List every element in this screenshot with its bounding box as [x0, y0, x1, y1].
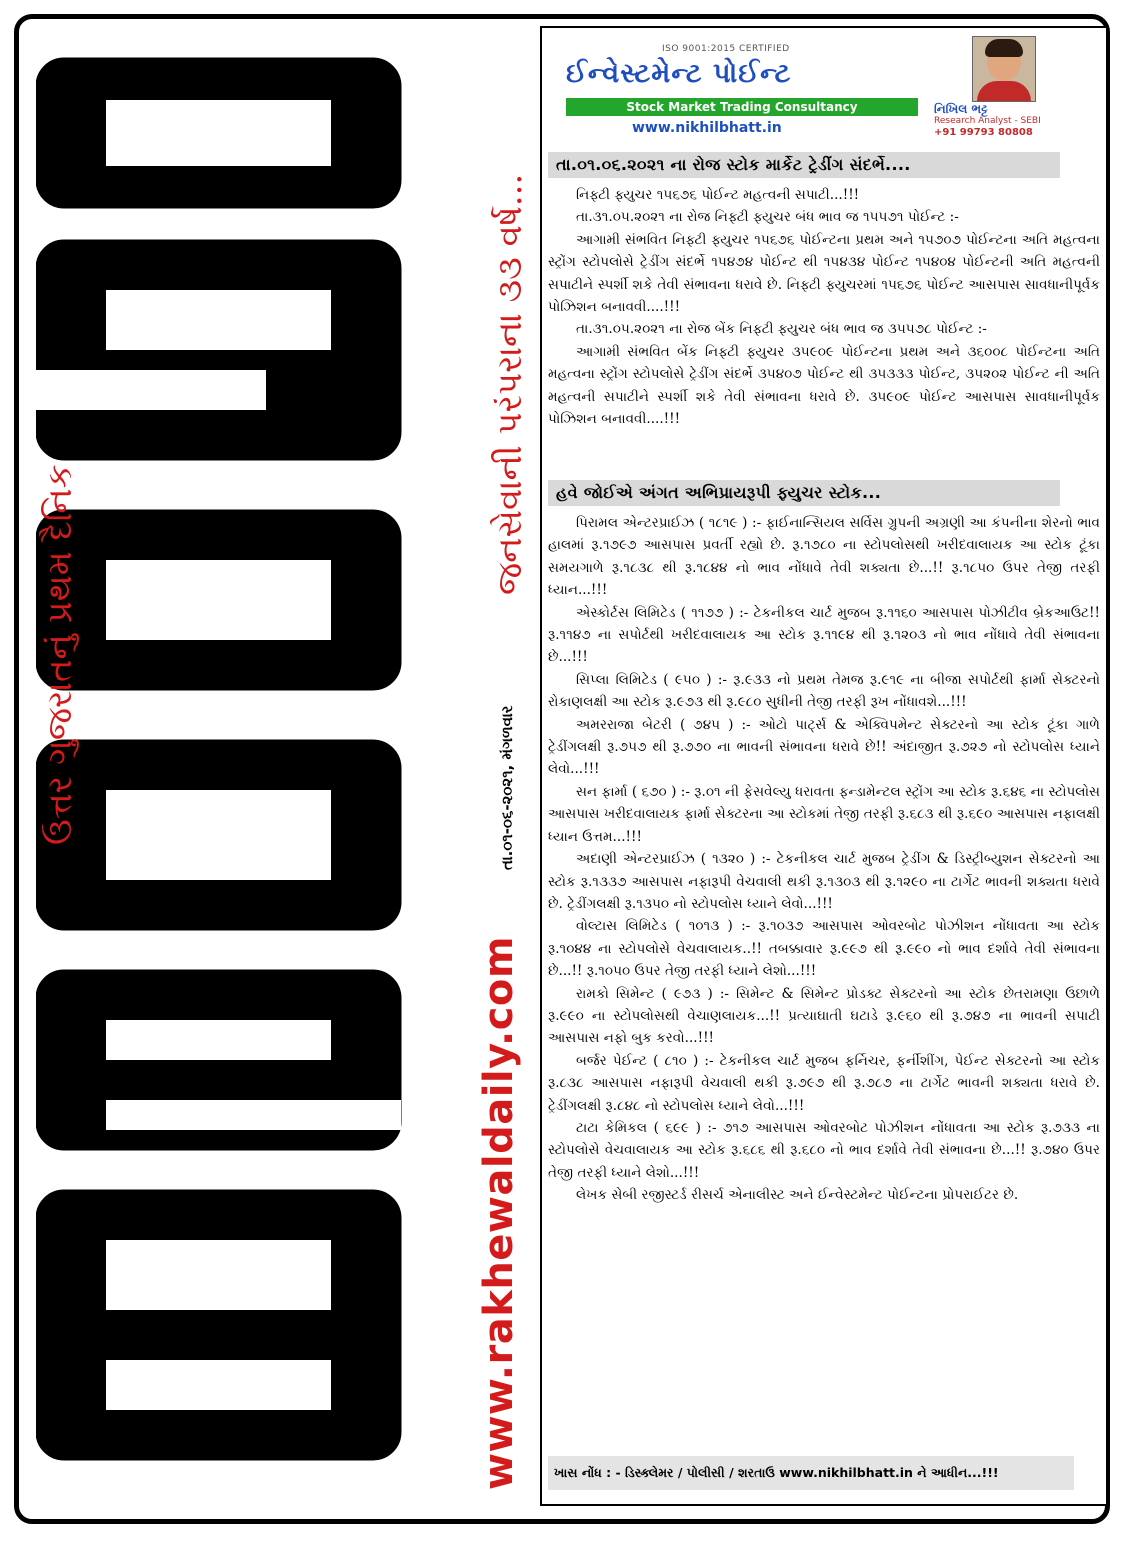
- column-panel: [540, 26, 1108, 1506]
- masthead-logo: [36, 40, 426, 1480]
- analyst-phone: +91 99793 80808: [934, 127, 1033, 138]
- disclaimer-footer: ખાસ નોંધ : - ડિસ્ક્લેમર / પોલીસી / શરતાઉ www.nikhilbhatt.in ને આધીન...!!!: [548, 1456, 1074, 1490]
- stock-paragraph: સન ફાર્મા ( ૬૭૦ ) :- રૂ.૦૧ ની ફેસવેલ્યુ ધરાવતા ફન્ડામેન્ટલ સ્ટ્રોંગ આ સ્ટોક રૂ.૬૪૬ ના સ્ટોપલોસ આસપાસ ખરીદવાલાયક ફાર્મા સેક્ટરના આ સ્ટોકમાં તેજી તરફી રૂ.૬૮૩ થી રૂ.૬૯૦ આસપાસ નફાલક્ષી ધ્યાન ઉત્તમ...!!!: [548, 783, 1100, 845]
- stock-paragraph: સિપ્લા લિમિટેડ ( ૯૫૦ ) :- રૂ.૯૩૩ નો પ્રથમ તેમજ રૂ.૯૧૯ ના બીજા સપોર્ટથી ફાર્મા સેક્ટરનો રોકાણલક્ષી આ સ્ટોક રૂ.૯૭૩ થી રૂ.૯૮૦ સુધીની તેજી તરફી રૂખ નોંધાવશે...!!!: [548, 671, 1100, 711]
- masthead-tagline-left: ઉત્તર ગુજરાતનું પ્રથમ દૈનિક: [40, 464, 80, 845]
- brand-title: ઈન્વેસ્ટમેન્ટ પોઈન્ટ: [566, 58, 792, 89]
- analyst-name: નિખિલ ભટ્ટ: [934, 102, 988, 116]
- paragraph: આગામી સંભવિત નિફ્ટી ફ્યુચર ૧૫૬૭૬ પોઈન્ટના પ્રથમ અને ૧૫૭૦૭ પોઈન્ટના અતિ મહત્વના સ્ટ્રોંગ સ્ટોપલોસે ટ્રેડીંગ સંદર્ભે ૧૫૪૭૪ પોઈન્ટ થી ૧૫૪૩૪ પોઈન્ટ ૧૫૪૦૪ પોઈન્ટની અતિ મહત્વની સપાટીને સ્પર્શી શકે તેવી સંભાવના ધરાવે છે. નિફ્ટી ફ્યુચરમાં ૧૫૬૭૬ પોઈન્ટ આસપાસ સાવધાનીપૂર્વક પોઝિશન બનાવવી....!!!: [548, 231, 1100, 316]
- paragraph: નિફ્ટી ફ્યુચર ૧૫૬૭૬ પોઈન્ટ મહત્વની સપાટી...!!!: [576, 187, 860, 203]
- masthead-tagline-right: જનસેવાની પરંપરાના ૩૩ વર્ષ...: [490, 173, 530, 595]
- stock-paragraph: પિરામલ એન્ટરપ્રાઈઝ ( ૧૮૧૯ ) :- ફાઈનાન્સિયલ સર્વિસ ગ્રુપની અગ્રણી આ કંપનીના શેરનો ભાવ હાલમાં રૂ.૧૭૯૭ આસપાસ પ્રવર્તી રહ્યો છે. રૂ.૧૭૮૦ ના સ્ટોપલોસથી ખરીદવાલાયક આ સ્ટોક ટૂંકા સમયગાળે રૂ.૧૮૩૮ થી રૂ.૧૮૪૪ નો ભાવ નોંધાવે તેવી શક્યતા છે...!! રૂ.૧૮૫૦ ઉપર તેજી તરફી ધ્યાન...!!!: [548, 515, 1100, 599]
- market-outlook-text: [548, 184, 1100, 430]
- masthead-dateline: તા.૦૧-૦૬-૨૦૨૧, મંગળવાર: [498, 705, 516, 870]
- stock-paragraph: બર્જર પેઈન્ટ ( ૮૧૦ ) :- ટેકનીકલ ચાર્ટ મુજબ ફર્નિચર, ફર્નીશીંગ, પેઈન્ટ સેક્ટરનો આ સ્ટોક રૂ.૮૩૮ આસપાસ નફારૂપી વેચવાલી થકી રૂ.૭૯૭ થી રૂ.૭૮૭ ના ટાર્ગેટ ભાવની શક્યતા ધરાવે છે. ટ્રેડીંગલક્ષી રૂ.૮૪૮ નો સ્ટોપલોસ ધ્યાને લેવો...!!!: [548, 1052, 1100, 1114]
- paragraph: તા.૩૧.૦૫.૨૦૨૧ ના રોજ બેંક નિફ્ટી ફ્યુચર બંધ ભાવ જ ૩૫૫૭૮ પોઈન્ટ :-: [576, 321, 987, 338]
- stock-paragraph: અદાણી એન્ટરપ્રાઈઝ ( ૧૩૨૦ ) :- ટેકનીકલ ચાર્ટ મુજબ ટ્રેડીંગ & ડિસ્ટ્રીબ્યુશન સેક્ટરનો આ સ્ટોક રૂ.૧૩૩૭ આસપાસ નફારૂપી વેચવાલી થકી રૂ.૧૩૦૩ થી રૂ.૧૨૯૦ ના ટાર્ગેટ ભાવની શક્યતા ધરાવે છે. ટ્રેડીંગલક્ષી રૂ.૧૩૫૦ નો સ્ટોપલોસ ધ્યાને લેવો...!!!: [548, 851, 1100, 912]
- brand-subtitle: Stock Market Trading Consultancy: [566, 98, 918, 116]
- author-note: લેખક સેબી રજીસ્ટર્ડ રીસર્ચ એનાલીસ્ટ અને ઈન્વેસ્ટમેન્ટ પોઈન્ટના પ્રોપરાઈટર છે.: [576, 1187, 1019, 1204]
- stock-paragraph: રામકો સિમેન્ટ ( ૯૭૩ ) :- સિમેન્ટ & સિમેન્ટ પ્રોડક્ટ સેક્ટરનો આ સ્ટોક છેતરામણા ઉછાળે રૂ.૯૯૦ ના સ્ટોપલોસથી વેચાણલાયક...!! પ્રત્યાઘાતી ઘટાડે રૂ.૯૬૦ થી રૂ.૭૪૭ ના ભાવની સપાટી આસપાસ નફો બુક કરવો...!!!: [548, 985, 1100, 1047]
- stock-paragraph: ટાટા કેમિકલ ( ૬૯૯ ) :- ૭૧૭ આસપાસ ઓવરબોટ પોઝીશન નોંધાવતા આ સ્ટોક રૂ.૭૩૩ ના સ્ટોપલોસે વેચવાલાયક આ સ્ટોક રૂ.૬૮૬ થી રૂ.૬૮૦ નો ભાવ દર્શાવે તેવી સંભાવના છે...!! રૂ.૭૪૦ ઉપર તેજી તરફી ધ્યાને લેશો...!!!: [548, 1119, 1100, 1181]
- stock-paragraph: વોલ્ટાસ લિમિટેડ ( ૧૦૧૩ ) :- રૂ.૧૦૩૭ આસપાસ ઓવરબોટ પોઝીશન નોંધાવતા આ સ્ટોક રૂ.૧૦૪૪ ના સ્ટોપલોસે વેચવાલાયક..!! તબક્કાવાર રૂ.૯૯૭ થી રૂ.૯૯૦ નો ભાવ દર્શાવે તેવી સંભાવના છે...!! રૂ.૧૦૫૦ ઉપર તેજી તરફી ધ્યાને લેશો...!!!: [548, 918, 1100, 980]
- masthead-website[interactable]: www.rakhewaldaily.com: [476, 935, 522, 1490]
- section-heading-stocks: હવે જોઈએ અંગત અભિપ્રાયરૂપી ફ્યુચર સ્ટોક...: [548, 480, 1060, 506]
- paragraph: તા.૩૧.૦૫.૨૦૨૧ ના રોજ નિફ્ટી ફ્યુચર બંધ ભાવ જ ૧૫૫૭૧ પોઈન્ટ :-: [576, 209, 959, 226]
- section-heading-market: તા.૦૧.૦૬.૨૦૨૧ ના રોજ સ્ટોક માર્કેટ ટ્રેડીંગ સંદર્ભે....: [548, 152, 1060, 178]
- stock-paragraph: અમરરાજા બેટરી ( ૭૪૫ ) :- ઓટો પાર્ટ્સ & એક્વિપમેન્ટ સેક્ટરનો આ સ્ટોક ટૂંકા ગાળે ટ્રેડીંગલક્ષી રૂ.૭૫૭ થી રૂ.૭૭૦ ના ભાવની સંભાવના ધરાવે છે!! અંદાજીત રૂ.૭૨૭ નો સ્ટોપલોસ ધ્યાને લેવો...!!!: [548, 716, 1100, 778]
- stock-picks-text: [548, 512, 1100, 1207]
- analyst-role: Research Analyst - SEBI: [934, 116, 1041, 126]
- analyst-photo: [972, 36, 1036, 102]
- brand-url[interactable]: www.nikhilbhatt.in: [632, 120, 782, 136]
- paragraph: આગામી સંભવિત બેંક નિફ્ટી ફ્યુચર ૩૫૯૦૯ પોઈન્ટના પ્રથમ અને ૩૬૦૦૮ પોઈન્ટના અતિ મહત્વના સ્ટ્રોંગ સ્ટોપલોસે ટ્રેડીંગ સંદર્ભે ૩૫૪૦૭ પોઈન્ટ થી ૩૫૩૩૩ પોઈન્ટ, ૩૫૨૦૨ પોઈન્ટ ની અતિ મહત્વની સપાટીને સ્પર્શી શકે તેવી સંભાવના ધરાવે છે. ૩૫૯૦૯ પોઈન્ટ આસપાસ સાવધાનીપૂર્વક પોઝિશન બનાવવી....!!!: [548, 343, 1100, 428]
- stock-paragraph: એસ્કોર્ટસ લિમિટેડ ( ૧૧૭૭ ) :- ટેકનીકલ ચાર્ટ મુજબ રૂ.૧૧૬૦ આસપાસ પોઝીટીવ બ્રેકઆઉટ!! રૂ.૧૧૪૭ ના સપોર્ટથી ખરીદવાલાયક આ સ્ટોક રૂ.૧૧૯૪ થી રૂ.૧૨૦૩ નો ભાવ નોંધાવે તેવી સંભાવના છે...!!!: [548, 604, 1100, 666]
- iso-label: ISO 9001:2015 CERTIFIED: [662, 44, 790, 54]
